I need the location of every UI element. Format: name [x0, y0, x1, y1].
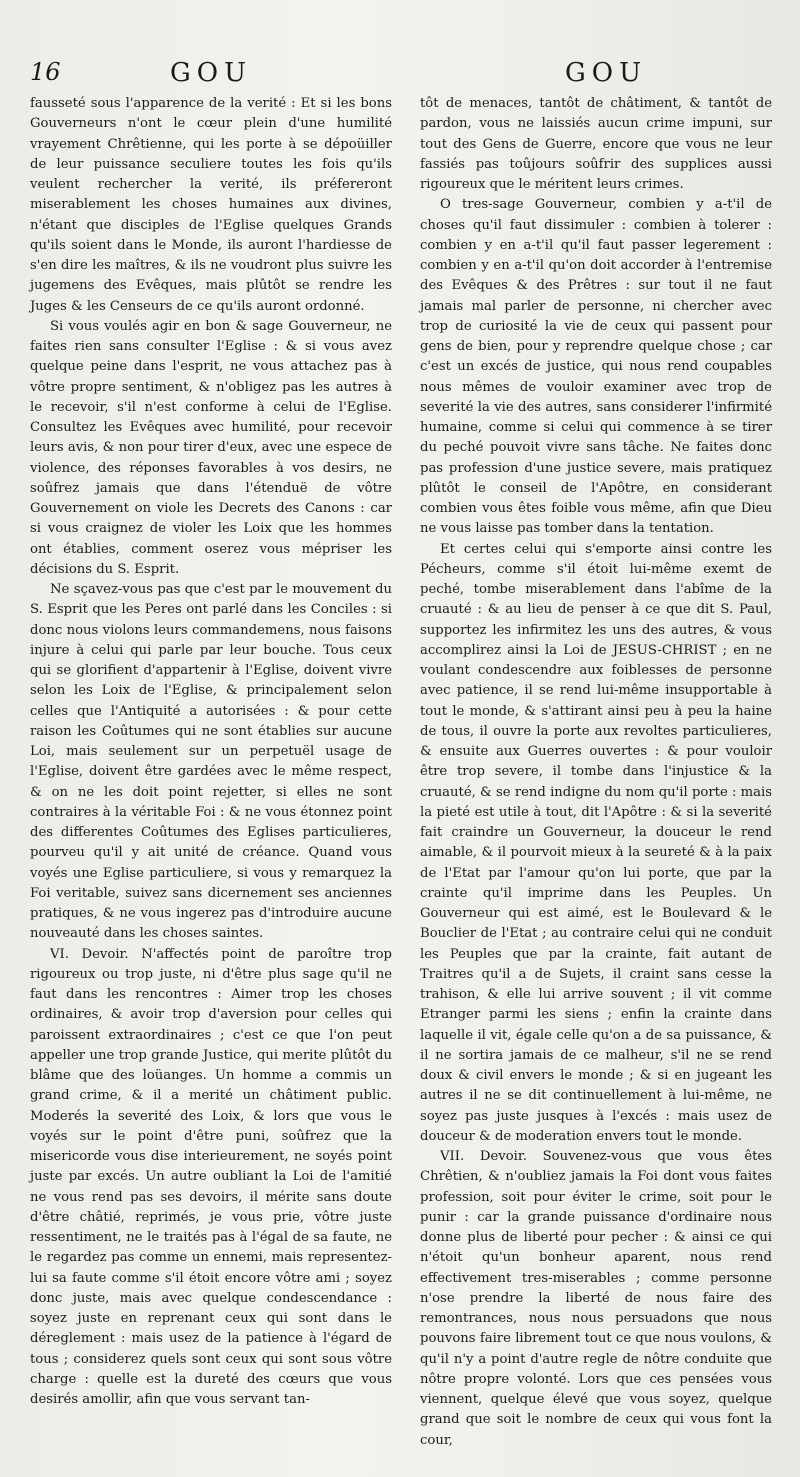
- right-column: [420, 94, 772, 1451]
- running-head-right: GOU: [565, 58, 647, 88]
- paragraph: VI. Devoir. N'affectés point de paroître trop rigoureux ou trop juste, ni d'être plus sage qu'il ne faut dans les rencontres : Aimer trop les choses ordinaires, & avoir trop d'aversion pour celles qui paroissent extraordinaires ; c'est ce que l'on peut appeller une trop grande Justice, qui merite plûtôt du blâme que des loüanges. Un homme a commis un grand crime, & il a merité un châtiment public. Moderés la severité des Loix, & lors que vous le voyés sur le point d'être puni, soûfrez que la misericorde vous dise interieurement, ne soyés point juste par excés. Un autre oubliant la Loi de l'amitié ne vous rend pas ses devoirs, il mérite sans doute d'être châtié, reprimés, je vous prie, vôtre juste ressentiment, ne le traités pas à l'égal de sa faute, ne le regardez pas comme un ennemi, mais representez-lui sa faute comme s'il étoit encore vôtre ami ; soyez donc juste, mais avec quelque condescendance : soyez juste en reprenant ceux qui sont dans le déreglement : mais usez de la patience à l'égard de tous ; considerez quels sont ceux qui sont sous vôtre charge : quelle est la dureté des cœurs que vous desirés amollir, afin que vous servant tan-: [30, 946, 392, 1407]
- page-number: 16: [30, 58, 61, 86]
- paragraph: Ne sçavez-vous pas que c'est par le mouvement du S. Esprit que les Peres ont parlé dans les Conciles : si donc nous violons leurs commandemens, nous faisons injure à celui qui parle par leur bouche. Tous ceux qui se glorifient d'appartenir à l'Eglise, doivent vivre selon les Loix de l'Eglise, & principalement selon celles que l'Antiquité a autorisées : & pour cette raison les Coûtumes qui ne sont établies sur aucune Loi, mais seulement sur un perpetuël usage de l'Eglise, doivent être gardées avec le même respect, & on ne les doit point rejetter, si elles ne sont contraires à la véritable Foi : & ne vous étonnez point des differentes Coûtumes des Eglises particulieres, pourveu qu'il y ait unité de créance. Quand vous voyés une Eglise particuliere, si vous y remarquez la Foi veritable, suivez sans dicernement ses anciennes pratiques, & ne vous ingerez pas d'introduire aucune nouveauté dans les choses saintes.: [30, 582, 392, 942]
- paragraph: tôt de menaces, tantôt de châtiment, & tantôt de pardon, vous ne laissiés aucun crime impuni, sur tout des Gens de Guerre, encore que vous ne leur fassiés pas toûjours soûfrir des supplices aussi rigoureux que le méritent leurs crimes.: [420, 96, 772, 192]
- paragraph: Si vous voulés agir en bon & sage Gouverneur, ne faites rien sans consulter l'Eglise : & si vous avez quelque peine dans l'esprit, ne vous attachez pas à vôtre propre sentiment, & n'obligez pas les autres à le recevoir, s'il n'est conforme à celui de l'Eglise. Consultez les Evêques avec humilité, pour recevoir leurs avis, & non pour tirer d'eux, avec une espece de violence, des réponses favorables à vos desirs, ne soûfrez jamais que dans l'étenduë de vôtre Gouvernement on viole les Decrets des Canons : car si vous craignez de violer les Loix que les hommes ont établies, comment oserez vous mépriser les décisions du S. Esprit.: [30, 318, 392, 577]
- paragraph: fausseté sous l'apparence de la verité : Et si les bons Gouverneurs n'ont le cœur plein d'une humilité vrayement Chrêtienne, qui les porte à se dépoüiller de leur puissance seculiere toutes les fois qu'ils veulent rechercher la verité, ils préfereront miserablement les choses humaines aux divines, n'étant que disciples de l'Eglise quelques Grands qu'ils soient dans le Monde, ils auront l'hardiesse de s'en dire les maîtres, & ils ne voudront plus suivre les jugemens des Evêques, mais plûtôt se rendre les Juges & les Censeurs de ce qu'ils auront ordonné.: [30, 96, 392, 314]
- left-column: [30, 94, 392, 1410]
- running-head-left: GOU: [170, 58, 252, 88]
- paragraph: Et certes celui qui s'emporte ainsi contre les Pécheurs, comme s'il étoit lui-même exemt de peché, tombe miserablement dans l'abîme de la cruauté : & au lieu de penser à ce que dit S. Paul, supportez les infirmitez les uns des autres, & vous accomplirez ainsi la Loi de JESUS-CHRIST ; en ne voulant condescendre aux foiblesses de personne avec patience, il se rend lui-même insupportable à tout le monde, & s'attirant ainsi peu à peu la haine de tous, il ouvre la porte aux revoltes particulieres, & ensuite aux Guerres ouvertes : & pour vouloir être trop severe, il tombe dans l'injustice & la cruauté, & se rend indigne du nom qu'il porte : mais la pieté est utile à tout, dit l'Apôtre : & si la severité fait craindre un Gouverneur, la douceur le rend aimable, & il pourvoit mieux à la seureté & à la paix de l'Etat par l'amour qu'on lui porte, que par la crainte qu'il imprime dans les Peuples. Un Gouverneur qui est aimé, est le Boulevard & le Bouclier de l'Etat ; au contraire celui qui ne conduit les Peuples que par la crainte, fait autant de Traitres qu'il a de Sujets, il craint sans cesse la trahison, & elle lui arrive souvent ; il vit comme Etranger parmi les siens ; enfin la crainte dans laquelle il vit, égale celle qu'on a de sa puissance, & il ne sortira jamais de ce malheur, s'il ne se rend doux & civil envers le monde ; & si en jugeant les autres il ne se dit continuellement à lui-même, ne soyez pas juste jusques à l'excés : mais usez de douceur & de moderation envers tout le monde.: [420, 541, 772, 1144]
- paragraph: O tres-sage Gouverneur, combien y a-t'il de choses qu'il faut dissimuler : combien à tolerer : combien y en a-t'il qu'il faut passer legerement : combien y en a-t'il qu'on doit accorder à l'entremise des Evêques & des Prêtres : sur tout il ne faut jamais mal parler de personne, ni chercher avec trop de curiosité la vie de ceux qui passent pour gens de bien, pour y reprendre quelque chose ; car c'est un excés de justice, qui nous rend coupables nous mêmes de vouloir examiner avec trop de severité la vie des autres, sans considerer l'infirmité humaine, comme si celui qui commence à se tirer du peché pouvoit vivre sans tâche. Ne faites donc pas profession d'une justice severe, mais pratiquez plûtôt le conseil de l'Apôtre, en considerant combien vous êtes foible vous même, afin que Dieu ne vous laisse pas tomber dans la tentation.: [420, 197, 772, 537]
- paragraph: VII. Devoir. Souvenez-vous que vous êtes Chrêtien, & n'oubliez jamais la Foi dont vous faites profession, soit pour éviter le crime, soit pour le punir : car la grande puissance d'ordinaire nous donne plus de liberté pour pecher : & ainsi ce qui n'étoit qu'un bonheur aparent, nous rend effectivement tres-miserables ; comme personne n'ose prendre la liberté de nous faire des remontrances, nous nous persuadons que nous pouvons faire librement tout ce que nous voulons, & qu'il n'y a point d'autre regle de nôtre conduite que nôtre propre volonté. Lors que ces pensées vous viennent, quelque élevé que vous soyez, quelque grand que soit le nombre de ceux qui vous font la cour,: [420, 1149, 772, 1448]
